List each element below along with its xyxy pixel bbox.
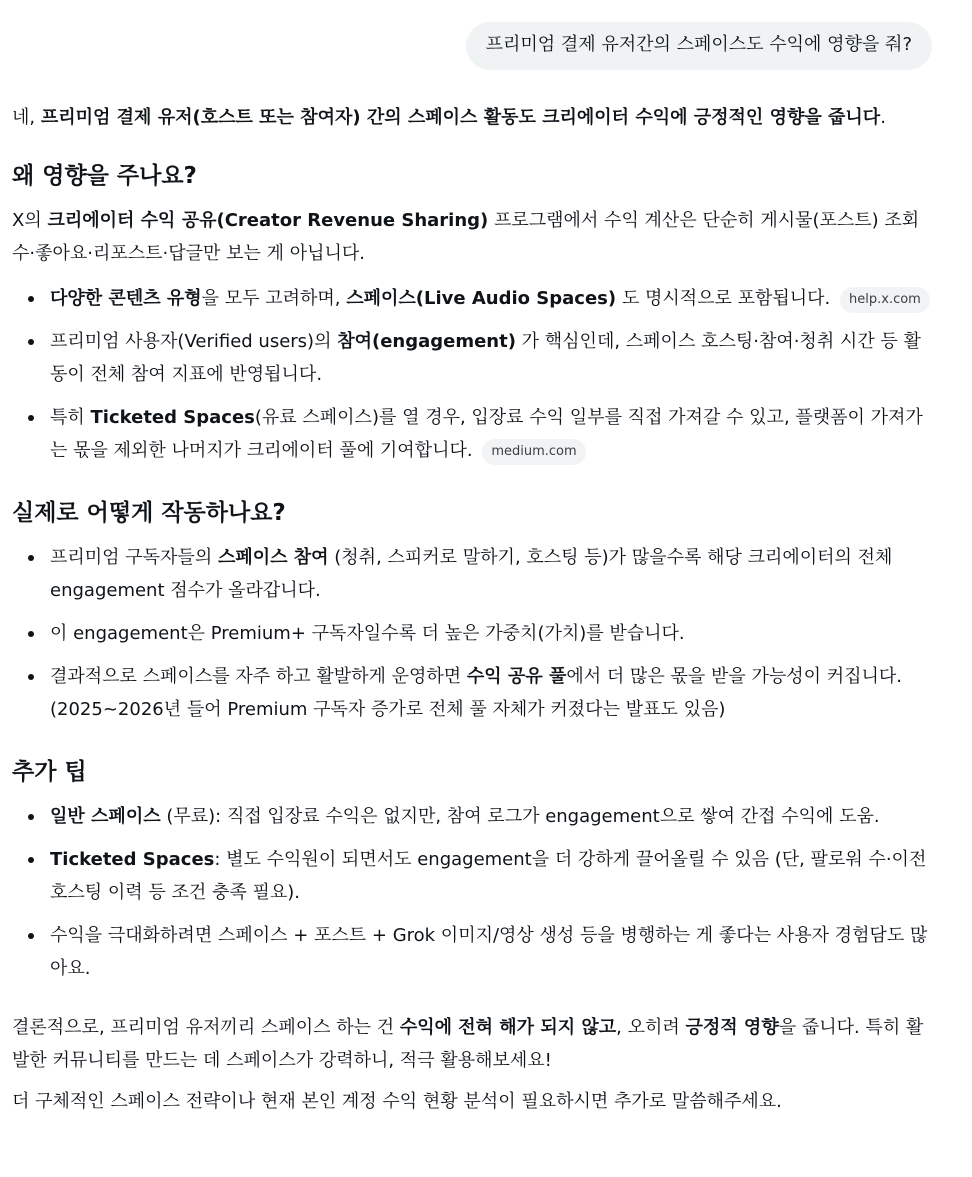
list-item: 다양한 콘텐츠 유형을 모두 고려하며, 스페이스(Live Audio Spaces) 도 명시적으로 포함됩니다. help.x.com bbox=[12, 282, 932, 315]
source-chip-help-x[interactable]: help.x.com bbox=[840, 287, 930, 313]
section1-list bbox=[12, 282, 932, 467]
list-item: 프리미엄 구독자들의 스페이스 참여 (청취, 스피커로 말하기, 호스팅 등)가 많을수록 해당 크리에이터의 전체 engagement 점수가 올라갑니다. bbox=[12, 541, 932, 607]
section-heading-how: 실제로 어떻게 작동하나요? bbox=[12, 500, 286, 526]
section3-list bbox=[12, 800, 932, 985]
list-item: 이 engagement은 Premium+ 구독자일수록 더 높은 가중치(가치)를 받습니다. bbox=[12, 617, 932, 650]
section2-list bbox=[12, 541, 932, 726]
closing-paragraph: 더 구체적인 스페이스 전략이나 현재 본인 계정 수익 현황 분석이 필요하시면 추가로 말씀해주세요. bbox=[12, 1091, 782, 1112]
list-item: 수익을 극대화하려면 스페이스 + 포스트 + Grok 이미지/영상 생성 등을 병행하는 게 좋다는 사용자 경험담도 많아요. bbox=[12, 919, 932, 985]
list-item: 특히 Ticketed Spaces(유료 스페이스)를 열 경우, 입장료 수익 일부를 직접 가져갈 수 있고, 플랫폼이 가져가는 몫을 제외한 나머지가 크리에이터 풀에 기여합니다. medium.com bbox=[12, 401, 932, 467]
intro-paragraph: 네, 프리미엄 결제 유저(호스트 또는 참여자) 간의 스페이스 활동도 크리에이터 수익에 긍정적인 영향을 줍니다. bbox=[12, 107, 886, 128]
list-item: 결과적으로 스페이스를 자주 하고 활발하게 운영하면 수익 공유 풀에서 더 많은 몫을 받을 가능성이 커집니다. (2025~2026년 들어 Premium 구독자 증가로 전체 풀 자체가 커졌다는 발표도 있음) bbox=[12, 660, 932, 726]
section1-paragraph: X의 크리에이터 수익 공유(Creator Revenue Sharing) 프로그램에서 수익 계산은 단순히 게시물(포스트) 조회수·좋아요·리포스트·답글만 보는 게 아닙니다. bbox=[12, 210, 920, 264]
list-item: Ticketed Spaces: 별도 수익원이 되면서도 engagement을 더 강하게 끌어올릴 수 있음 (단, 팔로워 수·이전 호스팅 이력 등 조건 충족 필요). bbox=[12, 843, 932, 909]
section-heading-tips: 추가 팁 bbox=[12, 759, 87, 785]
section-heading-why: 왜 영향을 주나요? bbox=[12, 163, 197, 189]
list-item: 프리미엄 사용자(Verified users)의 참여(engagement) 가 핵심인데, 스페이스 호스팅·참여·청취 시간 등 활동이 전체 참여 지표에 반영됩니다. bbox=[12, 325, 932, 391]
assistant-response bbox=[12, 101, 932, 1118]
user-message-bubble: 프리미엄 결제 유저간의 스페이스도 수익에 영향을 줘? bbox=[466, 22, 932, 70]
conclusion-paragraph: 결론적으로, 프리미엄 유저끼리 스페이스 하는 건 수익에 전혀 해가 되지 않고, 오히려 긍정적 영향을 줍니다. 특히 활발한 커뮤니티를 만드는 데 스페이스가 강력하니, 적극 활용해보세요! bbox=[12, 1017, 924, 1071]
source-chip-medium[interactable]: medium.com bbox=[482, 439, 585, 465]
list-item: 일반 스페이스 (무료): 직접 입장료 수익은 없지만, 참여 로그가 engagement으로 쌓여 간접 수익에 도움. bbox=[12, 800, 932, 833]
